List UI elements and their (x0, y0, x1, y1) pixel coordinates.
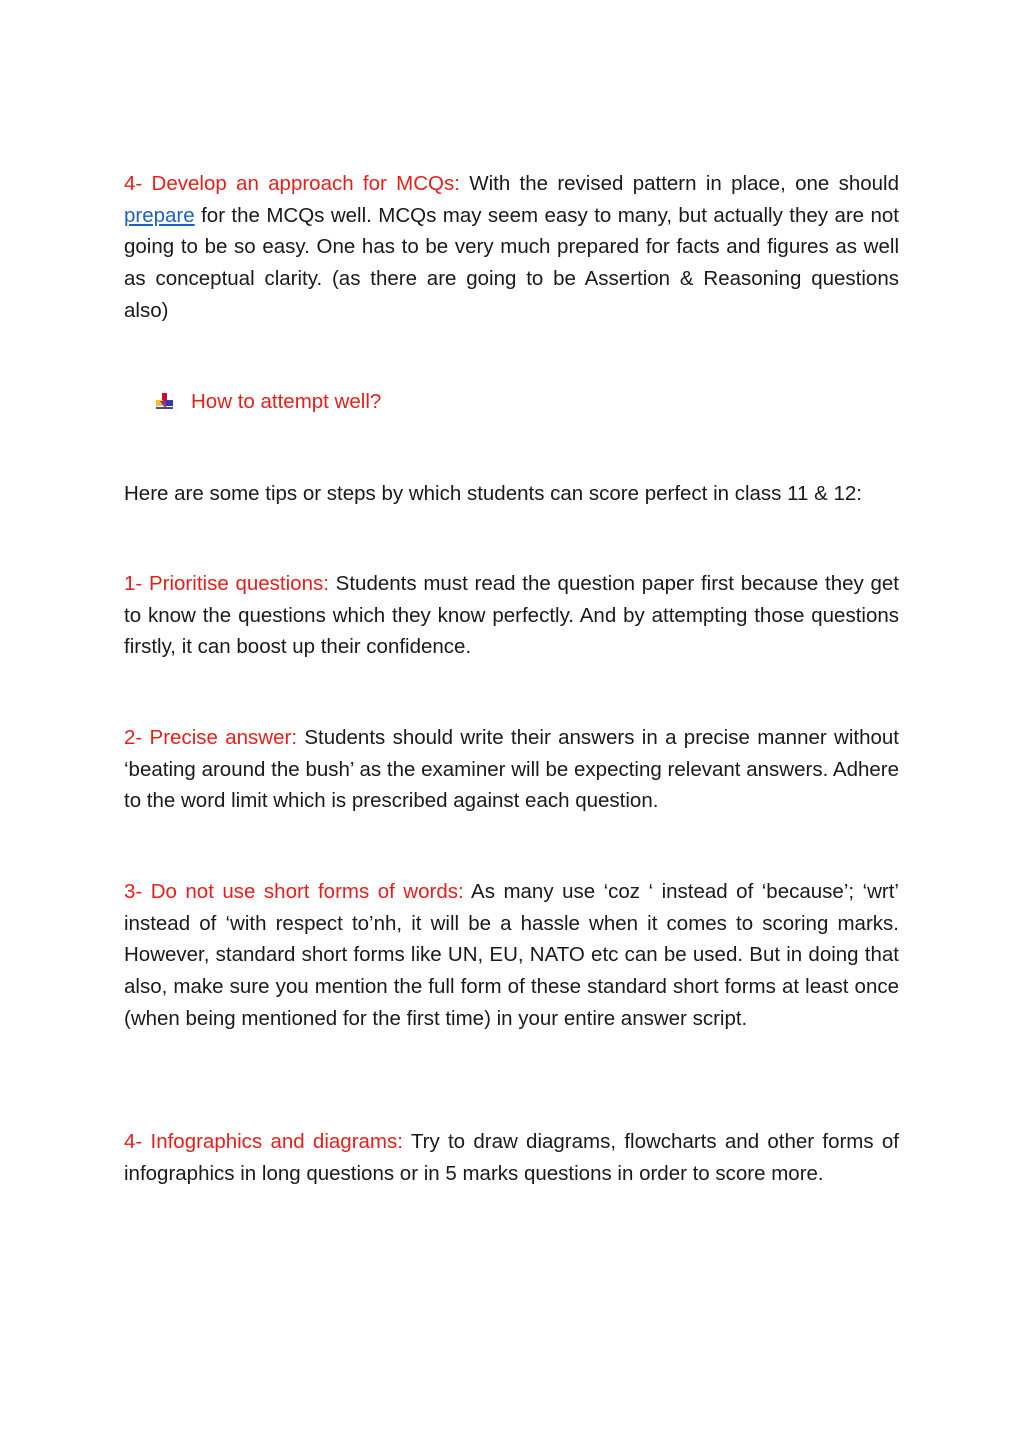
attempt-bullet-row (155, 386, 381, 418)
intro-text: Here are some tips or steps by which students can score perfect in class 11 & 12: (124, 482, 862, 505)
tip-1-heading: 1- Prioritise questions: (124, 572, 329, 595)
mcq-text-after-link: for the MCQs well. MCQs may seem easy to many, but actually they are not going to be so easy. One has to be very much prepared for facts and figures as well as conceptual clarity. (as there are going to be Assertion & Reasoning questions also) (124, 203, 899, 322)
arrow-bullet-icon (155, 392, 175, 412)
tip-4-heading: 4- Infographics and diagrams: (124, 1130, 403, 1153)
tip-1-text: Students must read the question paper first because they get to know the questions which they know perfectly. And by attempting those questions firstly, it can boost up their confidence. (124, 572, 899, 659)
tip-2-heading: 2- Precise answer: (124, 726, 298, 749)
tip-1-paragraph (124, 568, 899, 663)
tip-2-paragraph (124, 722, 899, 817)
mcq-paragraph (124, 168, 899, 327)
tip-2-text: Students should write their answers in a precise manner without ‘beating around the bush’ as the examiner will be expecting relevant answers. Adhere to the word limit which is prescribed against each question. (124, 726, 899, 813)
prepare-link[interactable]: prepare (124, 203, 195, 227)
tip-4-paragraph (124, 1126, 899, 1189)
tip-3-text: As many use ‘coz ‘ instead of ‘because’; ‘wrt’ instead of ‘with respect to’nh, it will be a hassle when it comes to scoring marks. However, standard short forms like UN, EU, NATO etc can be used. But in doing that also, make sure you mention the full form of these standard short forms at least once (when being mentioned for the first time) in your entire answer script. (124, 880, 899, 1030)
mcq-heading: 4- Develop an approach for MCQs: (124, 172, 460, 195)
tip-3-heading: 3- Do not use short forms of words: (124, 880, 464, 903)
tip-3-paragraph (124, 876, 899, 1035)
mcq-text-before-link: With the revised pattern in place, one should (459, 172, 899, 195)
tip-4-text: Try to draw diagrams, flowcharts and other forms of infographics in long questions or in 5 marks questions in order to score more. (124, 1130, 899, 1185)
attempt-heading: How to attempt well? (191, 390, 382, 413)
